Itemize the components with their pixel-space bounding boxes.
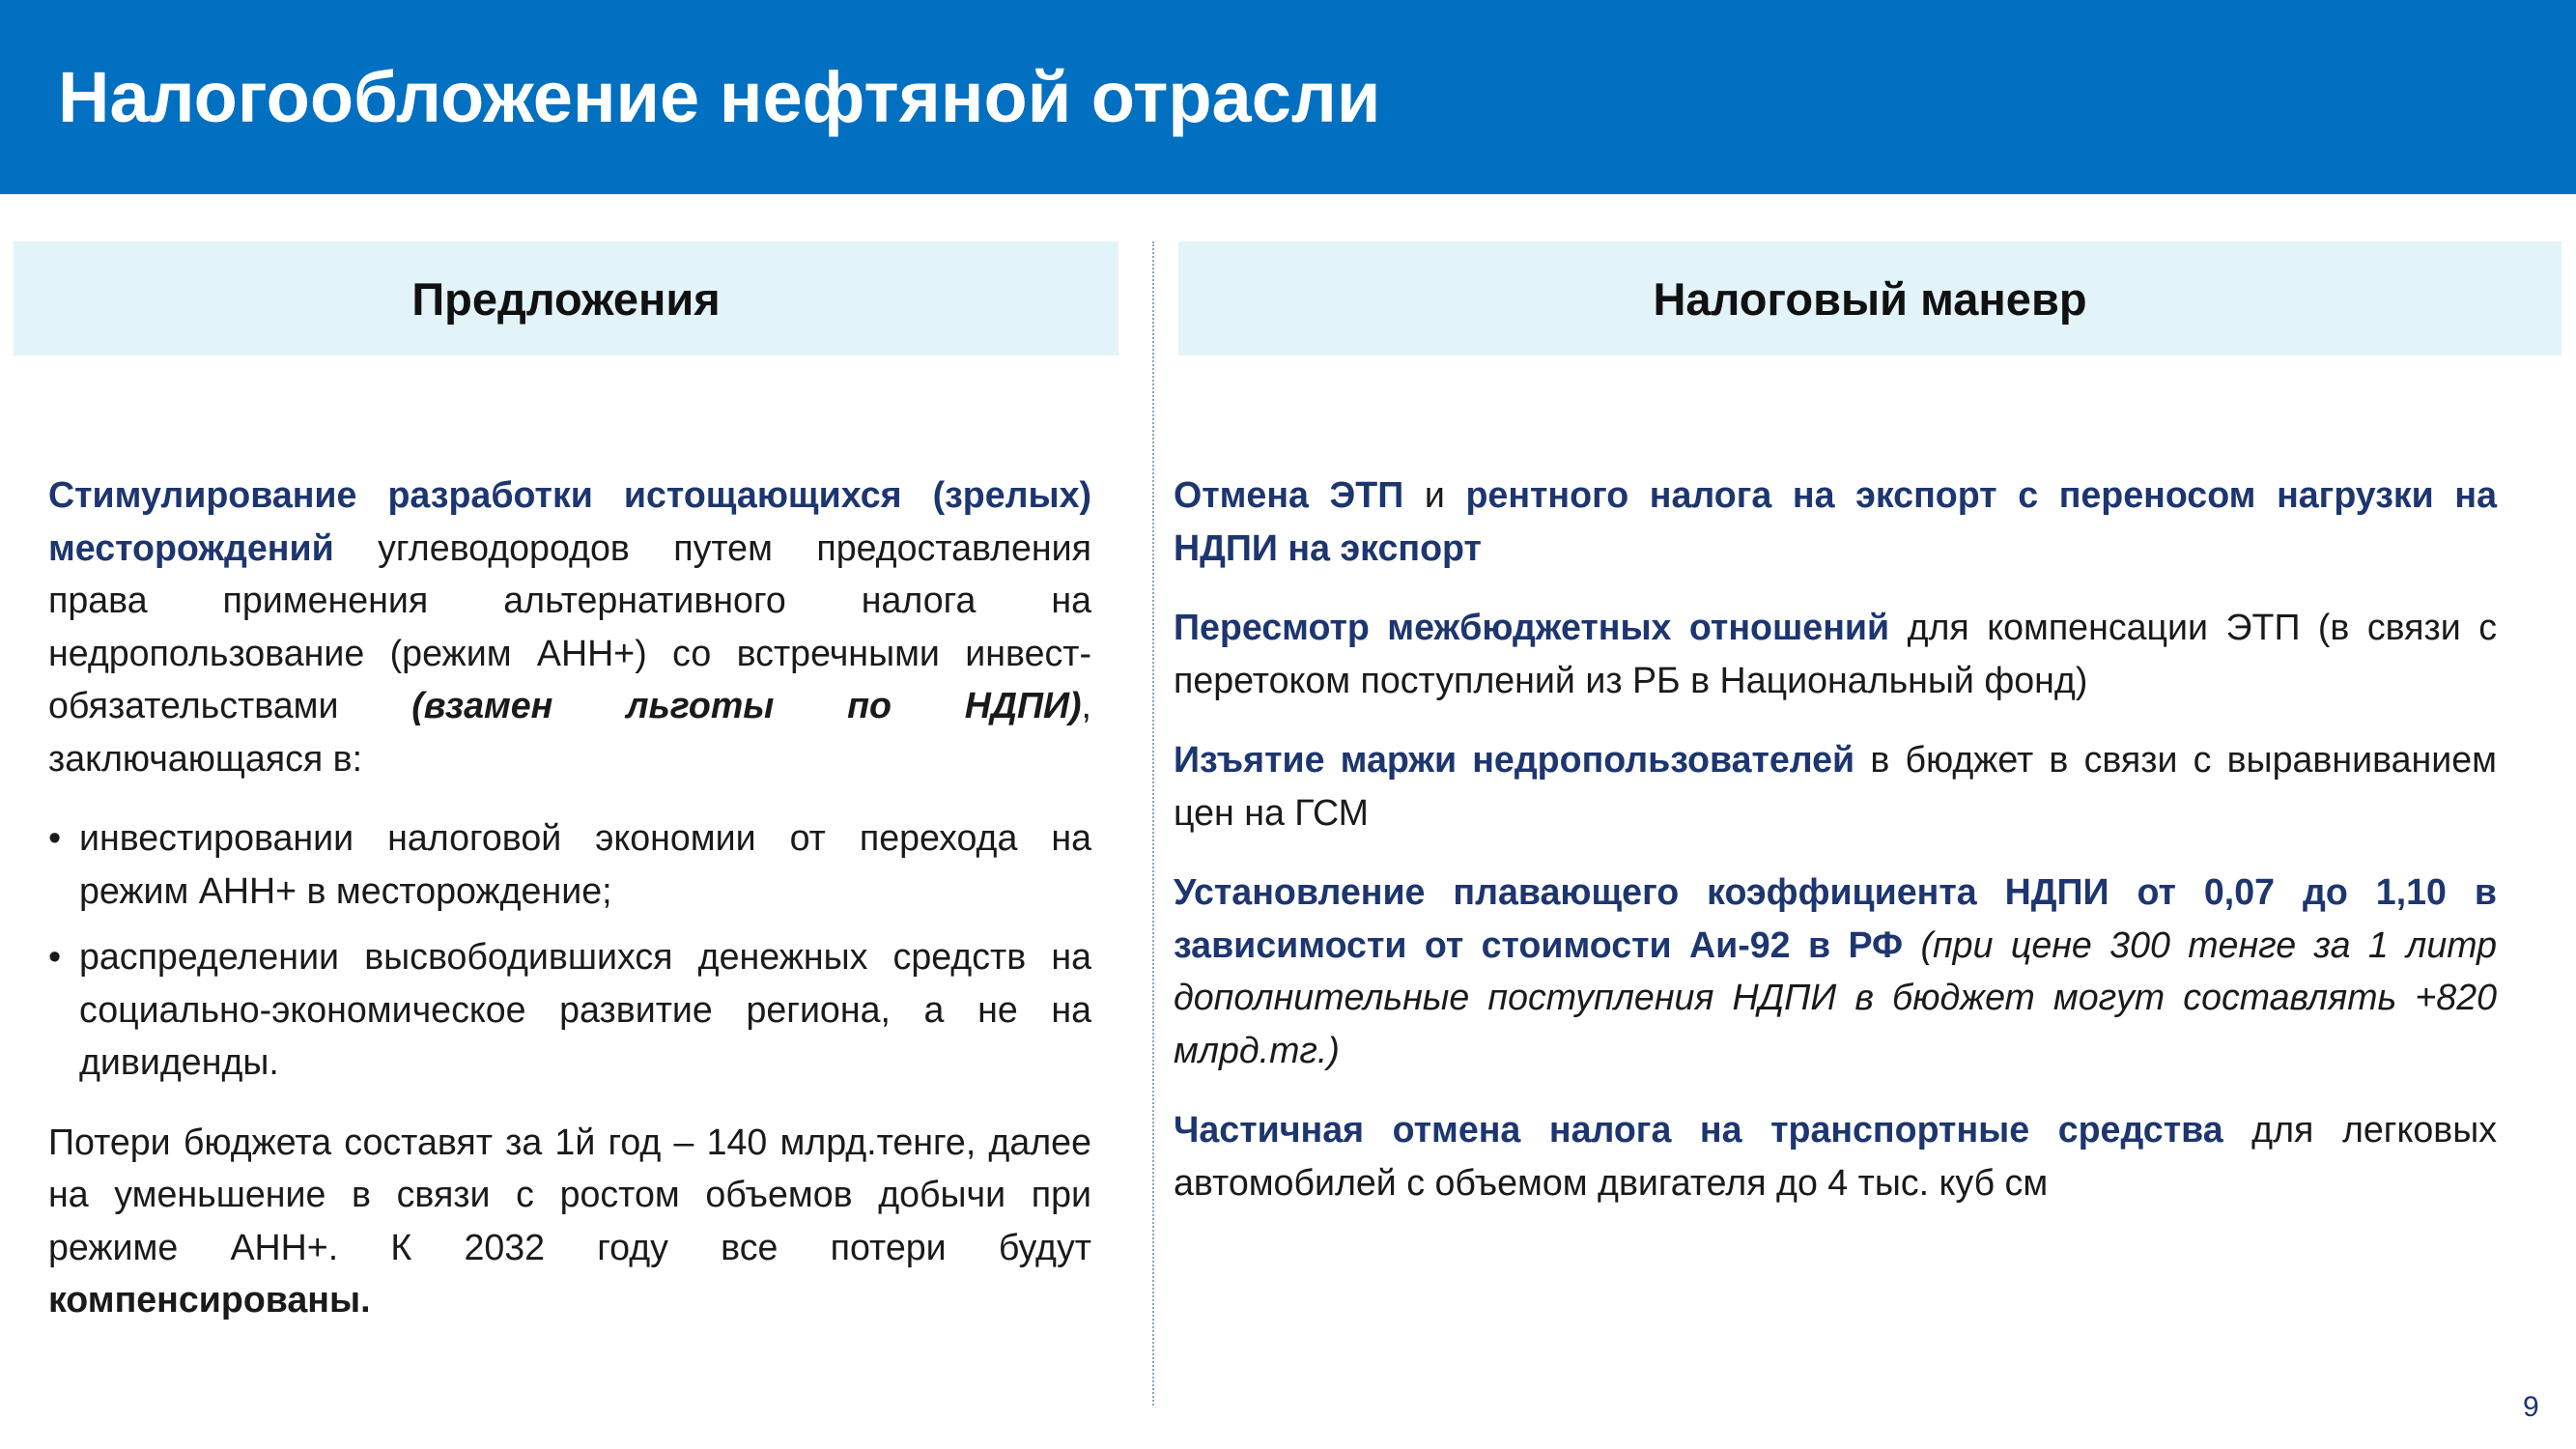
left-column-heading: [14, 242, 1118, 355]
bullet-text: распределении высвободившихся денежных средств на социально-экономическое развитие региона, а не на дивиденды.: [79, 936, 1091, 1082]
title-bar: [0, 0, 2576, 194]
right-column-body: [1174, 469, 2497, 1236]
maneuver-5-bold: Частичная отмена налога на транспортные средства: [1174, 1109, 2223, 1150]
intro-emphasis: (взамен льготы по НДПИ): [411, 685, 1082, 725]
maneuver-item-3: [1174, 733, 2497, 838]
maneuver-5-plain: для легковых автомобилей с объемом двигателя до 4 тыс. куб см: [1174, 1109, 2498, 1203]
bullet-icon: •: [48, 936, 62, 977]
maneuver-item-5: [1174, 1103, 2497, 1208]
maneuver-3-bold: Изъятие маржи недропользователей: [1174, 739, 1855, 780]
maneuver-4-italic: (при цене 300 тенге за 1 литр дополнительные поступления НДПИ в бюджет могут составлять +820 млрд.тг.): [1174, 923, 2497, 1070]
slide-title: Налогообложение нефтяной отрасли: [58, 57, 1381, 137]
right-column-heading: [1178, 242, 2562, 355]
losses-text: Потери бюджета составят за 1й год – 140 млрд.тенге, далее на уменьшение в связи с ростом объемов добычи при режиме АНН+. К 2032 году все потери будут: [48, 1121, 1091, 1267]
list-item: [48, 930, 1091, 1089]
intro-text-2: , заключающаяся в:: [48, 685, 1091, 779]
intro-lead: Стимулирование разработки истощающихся (зрелых) месторождений: [48, 474, 1091, 568]
maneuver-1-plain: и: [1403, 474, 1466, 515]
maneuver-1-bold-a: Отмена ЭТП: [1174, 474, 1404, 515]
list-item: [48, 811, 1091, 917]
maneuver-item-1: [1174, 469, 2497, 574]
page-number: 9: [2523, 1391, 2539, 1423]
maneuver-3-plain: в бюджет в связи с выравниванием цен на ГСМ: [1174, 739, 2497, 833]
maneuver-item-4: [1174, 866, 2497, 1076]
intro-text-1: углеводородов путем предоставления права применения альтернативного налога на недропользование (режим АНН+) со встречными инвест-обязательствами: [48, 526, 1091, 725]
bullet-icon: •: [48, 817, 62, 858]
losses-paragraph: [48, 1116, 1091, 1326]
bullet-list: [48, 811, 1091, 1089]
right-column-heading-text: Налоговый маневр: [1653, 272, 2087, 325]
losses-bold: компенсированы.: [48, 1279, 371, 1320]
column-divider: [1152, 242, 1154, 1406]
maneuver-1-bold-b: рентного налога на экспорт с переносом нагрузки на НДПИ на экспорт: [1174, 474, 2497, 568]
maneuver-4-bold: Установление плавающего коэффициента НДПИ от 0,07 до 1,10 в зависимости от стоимости Аи-92 в РФ: [1174, 871, 2497, 965]
intro-paragraph: [48, 469, 1091, 784]
maneuver-item-2: [1174, 601, 2497, 706]
maneuver-2-plain: для компенсации ЭТП (в связи с перетоком поступлений из РБ в Национальный фонд): [1174, 607, 2497, 700]
left-column-heading-text: Предложения: [411, 272, 721, 325]
bullet-text: инвестировании налоговой экономии от перехода на режим АНН+ в месторождение;: [79, 817, 1091, 911]
left-column-body: [48, 469, 1091, 1353]
maneuver-2-bold: Пересмотр межбюджетных отношений: [1174, 607, 1890, 647]
